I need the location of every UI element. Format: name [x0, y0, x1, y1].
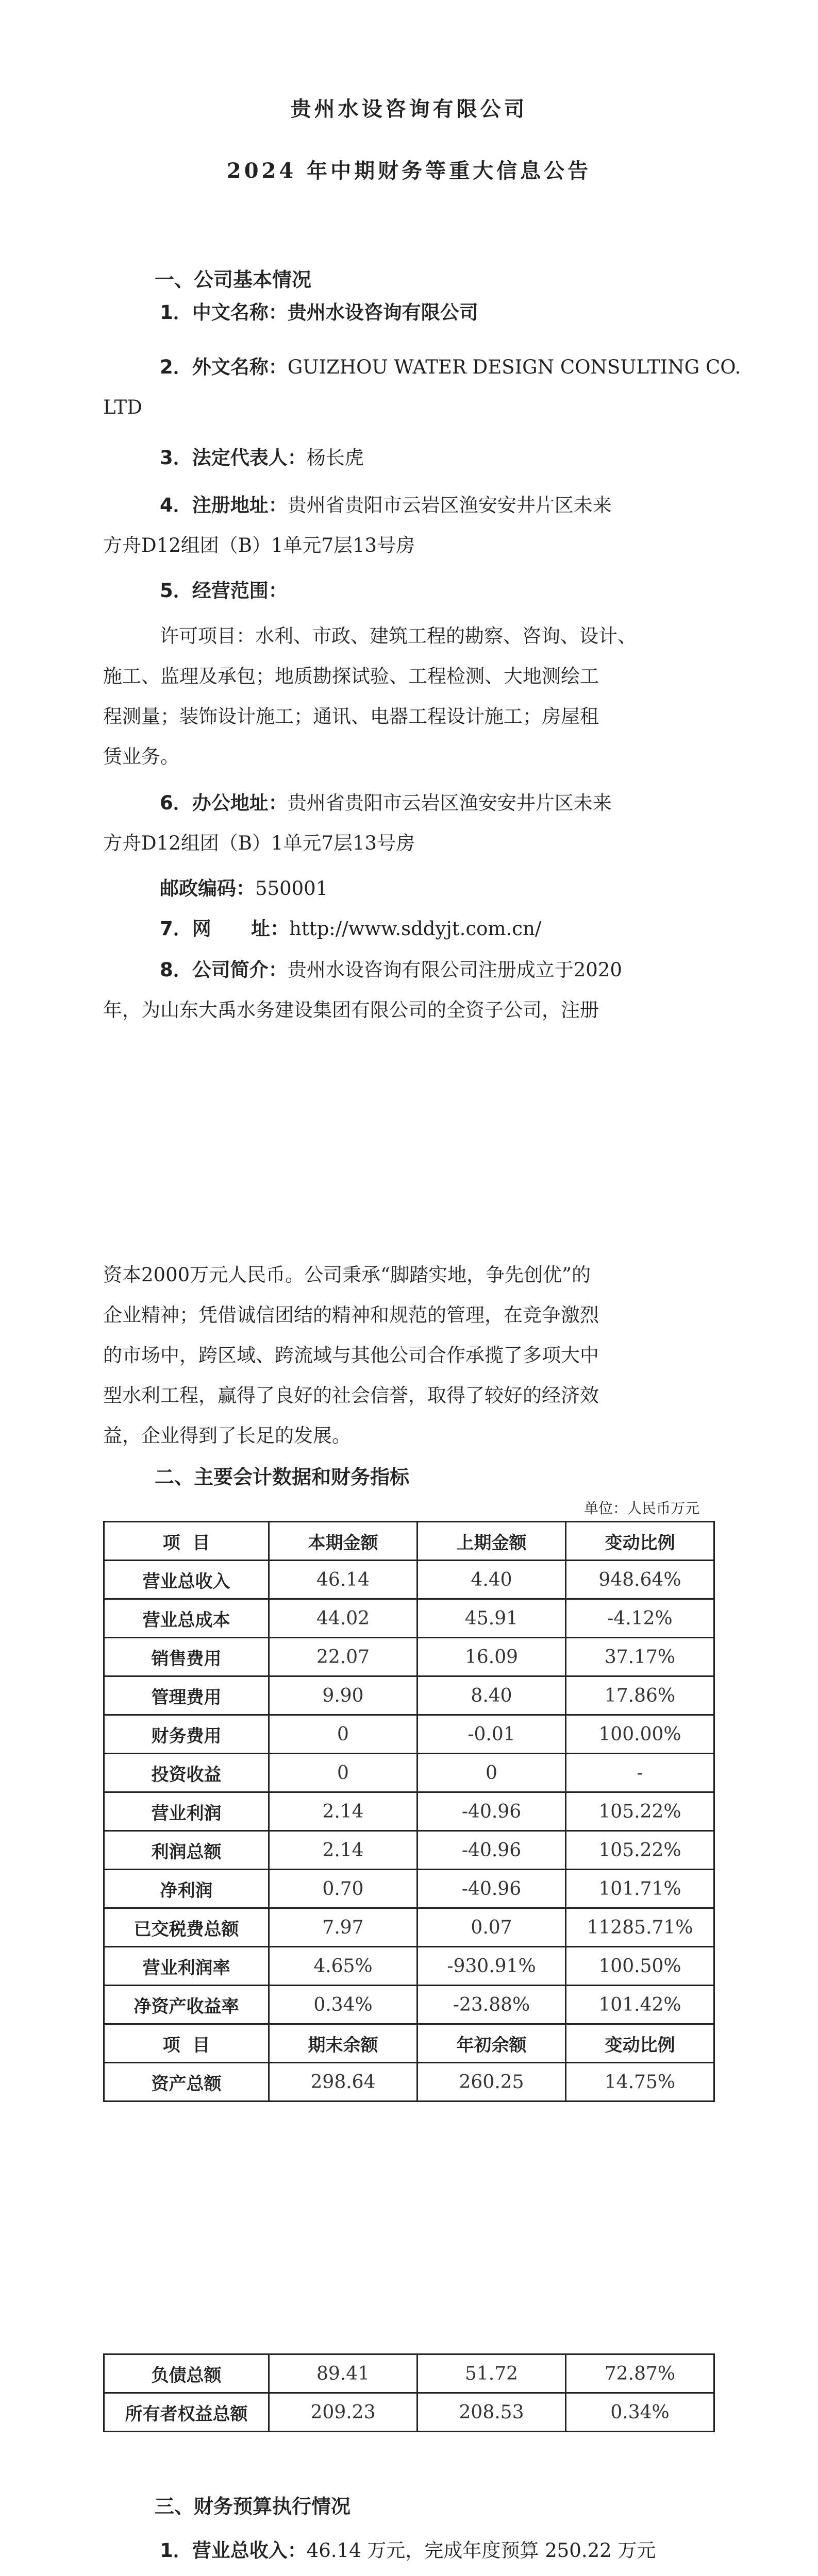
office-addr-line2: 方舟D12组团（B）1单元7层13号房	[103, 832, 415, 854]
table-row	[104, 1986, 714, 2024]
cn-name-line	[103, 293, 773, 333]
row-label: 利润总额	[104, 1831, 269, 1870]
row-label: 净资产收益率	[104, 1986, 269, 2024]
row-change: 14.75%	[566, 2063, 714, 2102]
profile-line5: 的市场中，跨区域、跨流域与其他公司合作承揽了多项大中	[103, 1344, 599, 1366]
profile-line2: 年，为山东大禹水务建设集团有限公司的全资子公司，注册	[103, 999, 599, 1021]
website-link[interactable]: http://www.sddyjt.com.cn/	[289, 918, 542, 940]
row-prior: -40.96	[418, 1831, 566, 1870]
office-addr-value: 贵州省贵阳市云岩区渔安安井片区未来	[287, 792, 612, 814]
col-header-prior: 上期金额	[418, 1522, 566, 1561]
reg-addr-label: 4．注册地址：	[160, 494, 288, 516]
row-prior: -930.91%	[418, 1947, 566, 1986]
unit-note: 单位：人民币万元	[583, 1500, 699, 1517]
reg-addr-line2: 方舟D12组团（B）1单元7层13号房	[103, 534, 415, 556]
row-current: 7.97	[269, 1908, 418, 1947]
row-change: 105.22%	[566, 1831, 714, 1870]
row-label: 净利润	[104, 1870, 269, 1908]
table-row	[104, 2393, 714, 2432]
row-prior: -0.01	[418, 1715, 566, 1754]
legal-rep-label: 3．法定代表人：	[160, 447, 307, 469]
row-change: 72.87%	[566, 2354, 714, 2393]
row-prior: 8.40	[418, 1676, 566, 1715]
scope-line1: 许可项目：水利、市政、建筑工程的勘察、咨询、设计、	[160, 625, 637, 647]
table-row	[104, 1599, 714, 1638]
row-label: 财务费用	[104, 1715, 269, 1754]
row-current: 0.70	[269, 1870, 418, 1908]
budget-item1-line1	[103, 2531, 773, 2571]
row-current: 0	[269, 1715, 418, 1754]
table-row	[104, 1754, 714, 1792]
section3-heading: 三、财务预算执行情况	[155, 2495, 351, 2518]
table-row	[104, 1947, 714, 1986]
row-change: 11285.71%	[566, 1908, 714, 1947]
profile-line6: 型水利工程，赢得了良好的社会信誉，取得了较好的经济效	[103, 1384, 599, 1406]
row-change: 101.71%	[566, 1870, 714, 1908]
row-current: 9.90	[269, 1676, 418, 1715]
col-header-current: 本期金额	[269, 1522, 418, 1561]
row-change: -4.12%	[566, 1599, 714, 1638]
row-prior: -40.96	[418, 1870, 566, 1908]
row-label: 管理费用	[104, 1676, 269, 1715]
scope-line4: 赁业务。	[103, 745, 179, 768]
en-name-value: GUIZHOU WATER DESIGN CONSULTING CO.	[287, 356, 741, 378]
col-header-item: 项 目	[104, 1522, 269, 1561]
report-title: 2024 年中期财务等重大信息公告	[226, 159, 592, 183]
row-change: 100.50%	[566, 1947, 714, 1986]
row-opening: 260.25	[418, 2063, 566, 2102]
table-row	[104, 1715, 714, 1754]
row-current: 22.07	[269, 1638, 418, 1676]
table-row	[104, 1676, 714, 1715]
row-prior: -23.88%	[418, 1986, 566, 2024]
postcode-label: 邮政编码：	[160, 877, 255, 900]
row-label: 营业利润率	[104, 1947, 269, 1986]
scope-line2: 施工、监理及承包；地质勘探试验、工程检测、大地测绘工	[103, 665, 599, 687]
company-title: 贵州水设咨询有限公司	[290, 97, 528, 121]
scope-label-line	[103, 571, 773, 611]
profile-label: 8．公司简介：	[160, 959, 288, 981]
profile-line1	[103, 950, 773, 990]
table-row	[104, 1870, 714, 1908]
row-label: 已交税费总额	[104, 1908, 269, 1947]
legal-rep-line	[103, 438, 773, 478]
scope-label: 5．经营范围：	[160, 580, 288, 602]
row-current: 44.02	[269, 1599, 418, 1638]
row-ending: 89.41	[269, 2354, 418, 2393]
row-ending: 209.23	[269, 2393, 418, 2432]
row-prior: -40.96	[418, 1792, 566, 1831]
row-prior: 45.91	[418, 1599, 566, 1638]
en-name-label: 2．外文名称：	[160, 356, 288, 378]
row-current: 2.14	[269, 1792, 418, 1831]
row-label: 销售费用	[104, 1638, 269, 1676]
row-change: 0.34%	[566, 2393, 714, 2432]
table-header-row	[104, 1522, 714, 1561]
table-row	[104, 1831, 714, 1870]
row-label: 营业总成本	[104, 1599, 269, 1638]
row-change: 101.42%	[566, 1986, 714, 2024]
row-label: 营业利润	[104, 1792, 269, 1831]
row-opening: 208.53	[418, 2393, 566, 2432]
row-current: 2.14	[269, 1831, 418, 1870]
financial-table-continued	[103, 2353, 715, 2432]
profile-line4: 企业精神；凭借诚信团结的精神和规范的管理，在竞争激烈	[103, 1304, 599, 1326]
row-label: 负债总额	[104, 2354, 269, 2393]
row-current: 0	[269, 1754, 418, 1792]
row-current: 0.34%	[269, 1986, 418, 2024]
legal-rep-value: 杨长虎	[306, 447, 364, 469]
table-row	[104, 1561, 714, 1599]
col-header-change: 变动比例	[566, 2024, 714, 2063]
table-row	[104, 2354, 714, 2393]
profile-line7: 益，企业得到了长足的发展。	[103, 1425, 351, 1447]
table-header-row-balance	[104, 2024, 714, 2063]
section2-heading: 二、主要会计数据和财务指标	[155, 1466, 410, 1488]
table-row	[104, 1638, 714, 1676]
row-change: -	[566, 1754, 714, 1792]
en-name-line2: LTD	[103, 396, 142, 418]
col-header-ending: 期末余额	[269, 2024, 418, 2063]
cn-name-label: 1．中文名称：	[160, 301, 288, 324]
financial-table	[103, 1521, 715, 2102]
table-row	[104, 2063, 714, 2102]
table-row	[104, 1908, 714, 1947]
row-label: 营业总收入	[104, 1561, 269, 1599]
col-header-opening: 年初余额	[418, 2024, 566, 2063]
col-header-item: 项 目	[104, 2024, 269, 2063]
row-change: 100.00%	[566, 1715, 714, 1754]
row-current: 46.14	[269, 1561, 418, 1599]
reg-addr-value: 贵州省贵阳市云岩区渔安安井片区未来	[287, 494, 612, 516]
row-ending: 298.64	[269, 2063, 418, 2102]
reg-addr-line	[103, 485, 773, 526]
postcode-value: 550001	[255, 877, 328, 900]
row-current: 4.65%	[269, 1947, 418, 1986]
office-addr-label: 6．办公地址：	[160, 792, 288, 814]
en-name-line	[103, 347, 773, 387]
row-prior: 0.07	[418, 1908, 566, 1947]
postcode-line	[103, 869, 773, 909]
row-prior: 16.09	[418, 1638, 566, 1676]
row-prior: 4.40	[418, 1561, 566, 1599]
section1-heading: 一、公司基本情况	[155, 268, 312, 291]
row-change: 17.86%	[566, 1676, 714, 1715]
budget-item1-label: 1．营业总收入：	[160, 2539, 307, 2562]
budget-item1-line2	[103, 2571, 716, 2576]
scope-line3: 程测量；装饰设计施工；通讯、电器工程设计施工；房屋租	[103, 705, 599, 727]
table-row	[104, 1792, 714, 1831]
budget-item1-text1: 46.14 万元，完成年度预算 250.22 万元	[306, 2539, 656, 2562]
website-line	[103, 909, 773, 949]
col-header-change: 变动比例	[566, 1522, 714, 1561]
cn-name-value: 贵州水设咨询有限公司	[287, 301, 478, 324]
profile-line3: 资本2000万元人民币。公司秉承“脚踏实地，争先创优”的	[103, 1264, 591, 1286]
row-change: 105.22%	[566, 1792, 714, 1831]
office-addr-line	[103, 783, 773, 823]
row-opening: 51.72	[418, 2354, 566, 2393]
row-label: 投资收益	[104, 1754, 269, 1792]
profile-text1: 贵州水设咨询有限公司注册成立于2020	[287, 959, 622, 981]
row-prior: 0	[418, 1754, 566, 1792]
row-change: 37.17%	[566, 1638, 714, 1676]
row-change: 948.64%	[566, 1561, 714, 1599]
row-label: 所有者权益总额	[104, 2393, 269, 2432]
row-label: 资产总额	[104, 2063, 269, 2102]
website-label: 7．网 址：	[160, 918, 290, 940]
